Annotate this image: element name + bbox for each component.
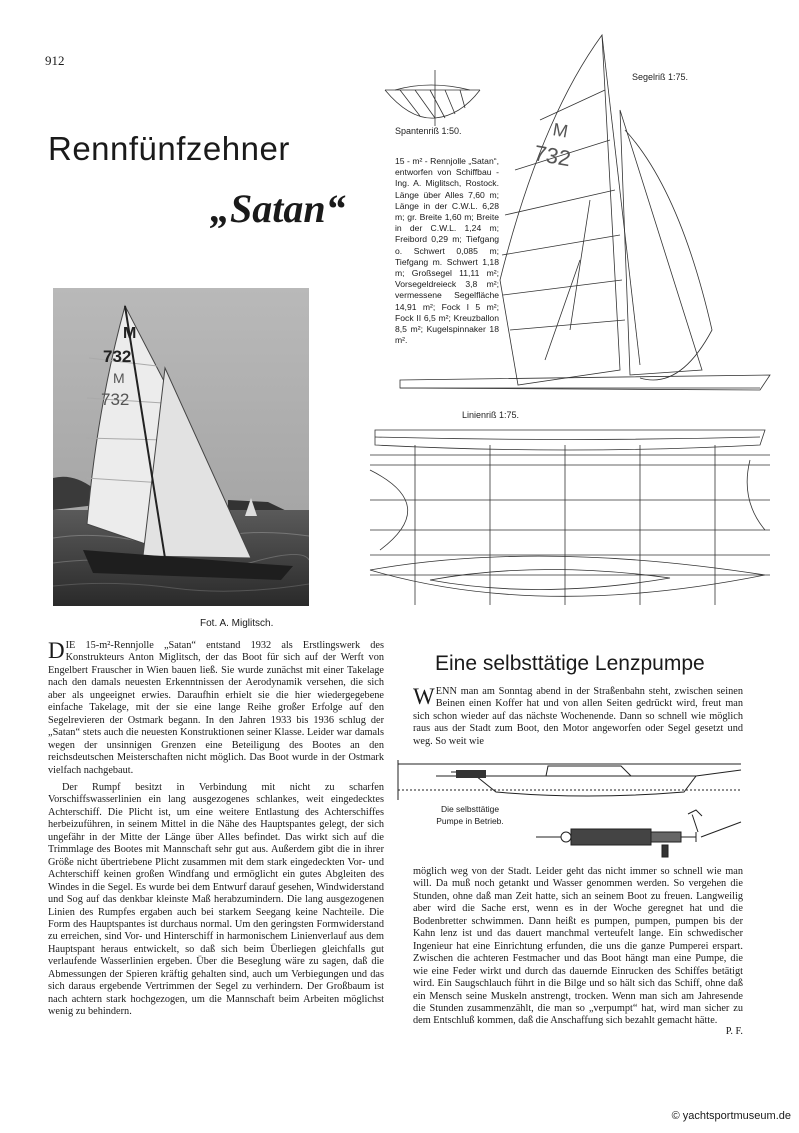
- article-rennjolle: [48, 640, 384, 1019]
- boat-specifications: 15 - m² - Rennjolle „Satan“, entworfen von Schiffbau - Ing. A. Miglitsch, Rostock. Länge über Alles 7,60 m; Länge in der C.W.L. 6,28 m; gr. Breite 1,60 m; Breite in der C.W.L. 1,24 m; Freibord 0,29 m; Tiefgang o. Schwert 0,085 m; Tiefgang m. Schwert 1,18 m; Großsegel 11,11 m²; Vorsegeldreieck 3,8 m²; vermessene Segelfläche 14,91 m²; Fock I 5 m²; Fock II 6,5 m²; Kreuzballon 8,5 m²; Kugelspinnaker 18 m².: [395, 156, 499, 346]
- lenzpumpe-paragraph-2: möglich weg von der Stadt. Leider geht das nicht immer so schnell wie man will. Da muß noch getankt und Wasser genommen werden. So vergehen die Stunden, ohne daß man Zeit hatte, sich an seinem Boot zu freuen. Langweilig aber wird die Sache erst, wenn es in der Woche geregnet hat und die Bodenbretter schwimmen. Dann heißt es pumpen, pumpen, pumpen bis der Kahn lenz ist und das dauert manchmal verteufelt lange. Ein schwedischer Ingenieur hat eine Einrichtung erfunden, die uns die ganze Pumperei erspart. Zwischen die achteren Festmacher und das Boot hängt man eine Pumpe, die wie eine Feder wirkt und durch das dauernde Einrucken des Schiffes betätigt wird. Ein Saugschlauch führt in die Bilge und so hält sich das Schiff, ohne daß ein Mensch seine Muskeln anstrengt, trocken. Wenn man sich am Jahresende die Stunden zusammenzählt, die man so „verpumpt“ hat, wird man sicher zu dem Entschluß kommen, daß die Anschaffung sich bezahlt gemacht hätte.: [413, 866, 743, 1027]
- drop-cap-w: W: [413, 684, 435, 709]
- pump-figure-caption: Die selbsttätige Pumpe in Betrieb.: [436, 804, 504, 826]
- sail-number-top: 732: [103, 347, 132, 366]
- sail-plan-letter: M: [551, 119, 570, 142]
- linien-caption: Linienriß 1:75.: [462, 410, 520, 420]
- segel-caption: Segelriß 1:75.: [632, 72, 689, 82]
- article-paragraph-2: Der Rumpf besitzt in Verbindung mit nicht zu scharfen Vorschiffswasserlinien ein lang ausgezogenes schlankes, weit eingedecktes Achterschiff. Die Plicht ist, um eine weitere Entlastung des Achterschiffes herbeizuführen, in seinem Mittel in die Nähe des Hauptspantes gelegt, der sich ungefähr in der Mitte der Länge über Alles befindet. Das wirkt sich auf die Trimmlage des Bootes mit Mannschaft sehr gut aus. Außerdem gibt die in ihrer Größe nicht übertriebene Plicht zusammen mit dem stark eingedeckten Vor- und Achterschiff keinen großen Windfang und ermöglicht ein gutes Abgleiten des Windes in die Segel. Es wurde bei dem Entwurf darauf gesehen, Windwiderstand und Sog auf das denkbar kleinste Maß herabzumindern. Die lang ausgezogenen Linien des Rumpfes ergaben auch bei starkem Seegang keine Nachteile. Die Form des Hauptspantes ist durchaus normal. Um den geringsten Formwiderstand zu erreichen, sind Vor- und Hinterschiff in harmonischem Linienverlauf aus dem Hauptspant heraus entwickelt, so daß sich beim Überliegen gleichfalls gut verlaufende Wasserlinien ergeben. Über die Beseglung wäre zu sagen, daß die Abmessungen der Spieren kräftig gehalten sind, auch um Verbiegungen und das sich daraus ergebende Vertrimmen der Segel zu verhindern. Der Großbaum ist nach achtern stark hochgezogen, um die Mannschaft beim Arbeiten möglichst wenig zu behindern.: [48, 781, 384, 1018]
- sail-letter-top: M: [123, 325, 137, 342]
- photo-credit: Fot. A. Miglitsch.: [200, 618, 274, 629]
- sail-plan-number: 732: [532, 140, 573, 172]
- article-lenzpumpe-intro: [413, 686, 743, 748]
- section-drawing: [385, 70, 480, 126]
- spanten-caption: Spantenriß 1:50.: [395, 126, 462, 136]
- lenzpumpe-paragraph-1: WENN man am Sonntag abend in der Straßenbahn steht, zwischen seinen Beinen einen Koffer hat und von allen Seiten gedrückt wird, freut man sich schon wieder auf das nächste Wochenende. Dann so schnell wie möglich raus aus der Stadt zum Boot, den Motor angeworfen oder Segel gesetzt und weg. So weit wie: [413, 684, 743, 747]
- sail-letter-mirrored: M: [113, 370, 125, 386]
- headline-boat-name: „Satan“: [210, 186, 346, 231]
- page-number: 912: [45, 53, 65, 68]
- article-lenzpumpe-body: [413, 866, 743, 1038]
- article-paragraph-1: DIE 15-m²-Rennjolle „Satan“ entstand 1932 als Erstlingswerk des Konstrukteurs Anton Miglitsch, der das Boot für sich auf der Werft von Engelbert Frauscher in Wien bauen ließ. Sie wurde zunächst mit einer Takelage nach den damals neuesten Erkenntnissen der Aerodynamik versehen, die sich aber als ungeeignet erwies. Daraufhin erhielt sie die hier wiedergegebene einfache Takelage, mit der sie eine lange Reihe großer Erfolge auf den Segelrevieren der Ostmark begann. In den Jahren 1933 bis 1936 schlug der „Satan“ stets auch die neuesten Konstruktionen seiner Klasse. Leider war damals wegen der unsinnigen Grenzen eine Beteiligung des Bootes an den reichsdeutschen Meisterschaften nicht möglich. Das Boot wurde in der Ostmark vielfach nachgebaut.: [48, 638, 384, 776]
- copyright-credit: © yachtsportmuseum.de: [671, 1110, 791, 1122]
- article-title-lenzpumpe: Eine selbsttätige Lenzpumpe: [435, 652, 705, 675]
- author-signature: P. F.: [725, 1025, 743, 1037]
- sailboat-photo: [53, 288, 309, 606]
- drop-cap: D: [48, 638, 65, 663]
- headline: Rennfünfzehner: [48, 130, 290, 167]
- sail-number-mirrored: 732: [101, 390, 130, 409]
- lines-plan-drawing: [370, 430, 770, 605]
